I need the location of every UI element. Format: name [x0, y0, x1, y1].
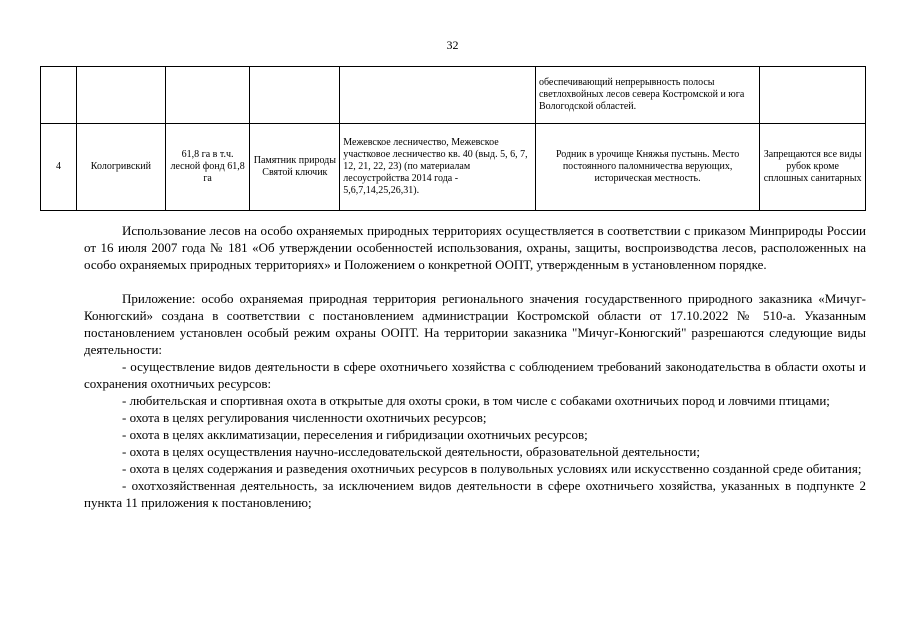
table-row — [41, 124, 866, 211]
forest-table — [40, 66, 866, 211]
restriction-cell: Запрещаются все виды рубок кроме сплошных санитарных — [760, 124, 866, 211]
list-item: - осуществление видов деятельности в сфере охотничьего хозяйства с соблюдением требований законодательства в области охоты и сохранения охотничьих ресурсов: — [84, 359, 866, 391]
table-cell — [165, 67, 250, 124]
list-item: - охота в целях регулирования численности охотничьих ресурсов; — [122, 410, 487, 425]
page-number: 32 — [446, 38, 459, 52]
list-item: - охотхозяйственная деятельность, за исключением видов деятельности в сфере охотничьего хозяйства, указанных в подпункте 2 пункта 11 приложения к постановлению; — [84, 478, 866, 510]
list-item: - охота в целях осуществления научно-исследовательской деятельности, образовательной деятельности; — [122, 444, 700, 459]
table-cell — [340, 67, 536, 124]
district-cell: Кологривский — [76, 124, 165, 211]
paragraph: Использование лесов на особо охраняемых природных территориях осуществляется в соответствии с приказом Минприроды России от 16 июля 2007 года № 181 «Об утверждении особенностей использования, охраны, защиты, воспроизводства лесов, расположенных на особо охраняемых природных территориях» и Положением о конкретной ООПТ, утвержденным в установленном порядке. — [84, 223, 866, 272]
table-row — [41, 67, 866, 124]
area-cell: 61,8 га в т.ч. лесной фонд 61,8 га — [165, 124, 250, 211]
paragraph: Приложение: особо охраняемая природная территория регионального значения государственного природного заказника «Мичуг-Конюгский» создана в соответствии с постановлением администрации Костромской области от 17.10.2022 № 510-а. Указанным постановлением установлен особый режим охраны ООПТ. На территории заказника "Мичуг-Конюгский" разрешаются следующие виды деятельности: — [84, 291, 866, 357]
body-text — [84, 222, 866, 511]
table-cell: обеспечивающий непрерывность полосы светлохвойных лесов севера Костромской и юга Вологодской областей. — [535, 67, 759, 124]
list-item: - охота в целях акклиматизации, переселения и гибридизации охотничьих ресурсов; — [122, 427, 588, 442]
description-cell: Родник в урочище Княжья пустынь. Место постоянного паломничества верующих, историческая местность. — [535, 124, 759, 211]
location-cell: Межевское лесничество, Межевское участковое лесничество кв. 40 (выд. 5, 6, 7, 12, 21, 22, 23) (по материалам лесоустройства 2014 года - 5,6,7,14,25,26,31). — [340, 124, 536, 211]
list-item: - любительская и спортивная охота в открытые для охоты сроки, в том числе с собаками охотничьих пород и ловчими птицами; — [122, 393, 830, 408]
row-number-cell: 4 — [41, 124, 77, 211]
category-cell: Памятник природы Святой ключик — [250, 124, 340, 211]
table-cell — [250, 67, 340, 124]
table-cell — [760, 67, 866, 124]
table-cell — [41, 67, 77, 124]
table-cell — [76, 67, 165, 124]
list-item: - охота в целях содержания и разведения охотничьих ресурсов в полувольных условиях или искусственно созданной среде обитания; — [122, 461, 862, 476]
